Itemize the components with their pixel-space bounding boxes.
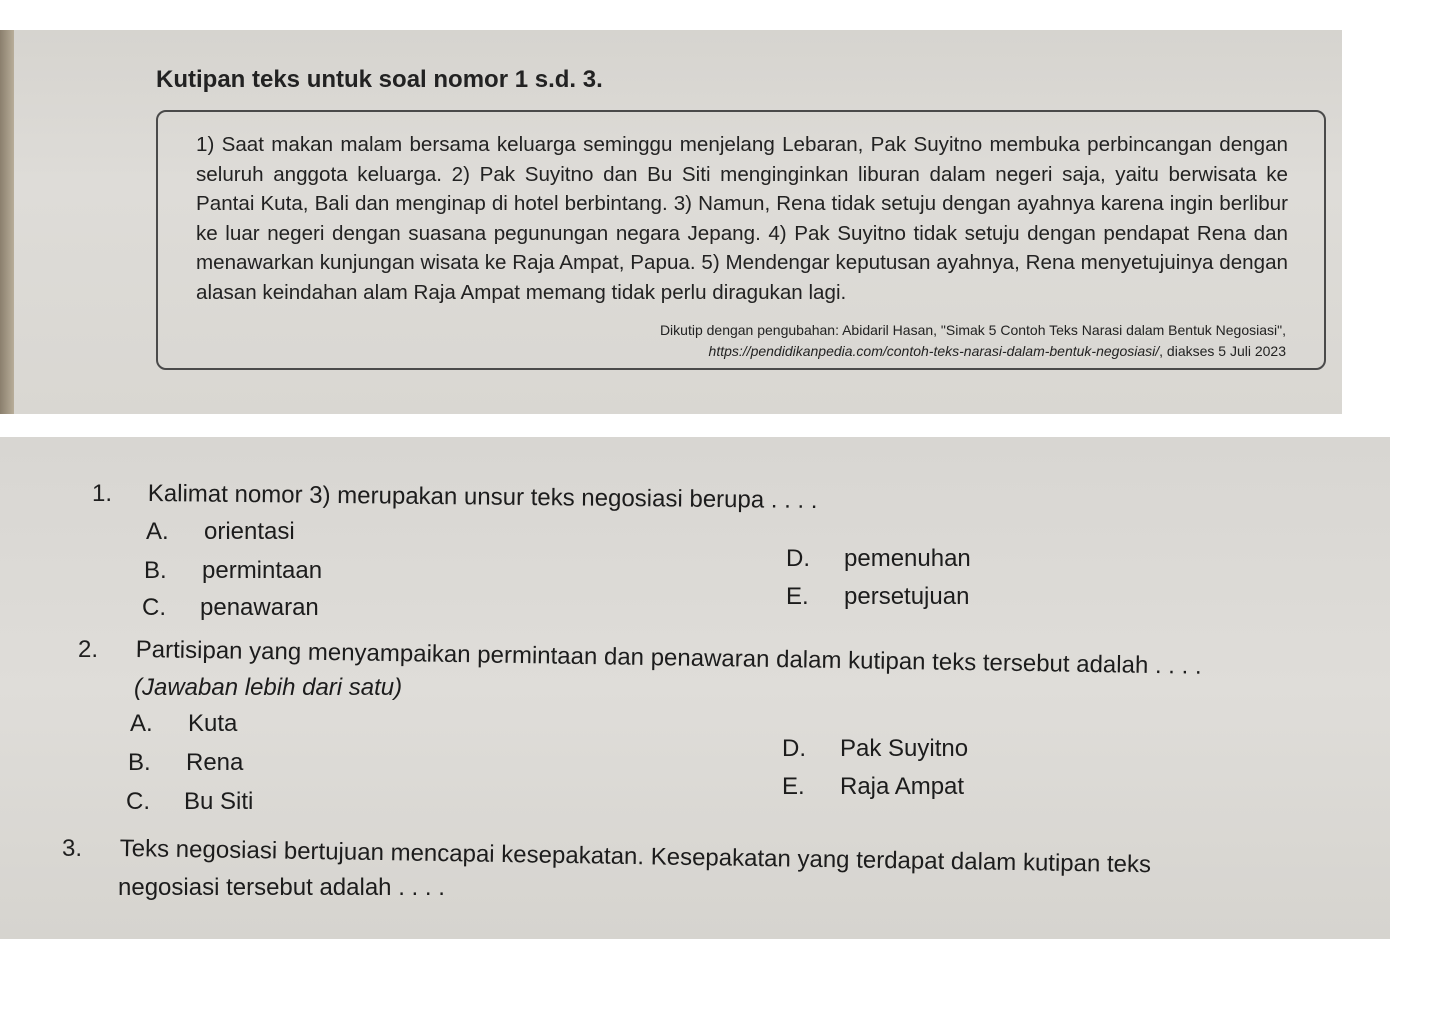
option-letter: E. xyxy=(786,583,809,610)
option-text: permintaan xyxy=(202,557,323,584)
option-letter: D. xyxy=(786,545,810,572)
passage-text: 1) Saat makan malam bersama keluarga seminggu menjelang Lebaran, Pak Suyitno membuka perbincangan dengan seluruh anggota keluarga. 2) Pak Suyitno dan Bu Siti menginginkan liburan dalam negeri saja, yaitu berwisata ke Pantai Kuta, Bali dan menginap di hotel berbintang. 3) Namun, Rena tidak setuju dengan ayahnya karena ingin berlibur ke luar negeri dengan suasana pegunungan negara Jepang. 4) Pak Suyitno tidak setuju dengan pendapat Rena dan menawarkan kunjungan wisata ke Raja Ampat, Papua. 5) Mendengar keputusan ayahnya, Rena menyetujuinya dengan alasan keindahan alam Raja Ampat memang tidak perlu diragukan lagi. xyxy=(196,133,1288,304)
question-2-option-d[interactable] xyxy=(782,735,968,763)
option-text: Raja Ampat xyxy=(840,773,965,800)
question-3-text-line1: Teks negosiasi bertujuan mencapai kesepakatan. Kesepakatan yang terdapat dalam kutipan teks xyxy=(119,835,1152,879)
question-1-number: 1. xyxy=(92,480,113,507)
option-text: Pak Suyitno xyxy=(840,735,969,762)
question-2-number: 2. xyxy=(78,636,99,663)
option-text: pemenuhan xyxy=(844,545,971,572)
citation-url[interactable]: https://pendidikanpedia.com/contoh-teks-narasi-dalam-bentuk-negosiasi/ xyxy=(708,343,1160,359)
question-1-option-e[interactable] xyxy=(786,583,969,611)
citation xyxy=(560,320,1286,362)
option-letter: E. xyxy=(782,773,805,800)
question-2-option-b[interactable] xyxy=(128,749,243,777)
question-1-option-c[interactable] xyxy=(142,594,319,622)
option-text: penawaran xyxy=(200,594,319,621)
citation-source: Dikutip dengan pengubahan: Abidaril Hasan, "Simak 5 Contoh Teks Narasi dalam Bentuk Negosiasi", xyxy=(659,322,1286,338)
passage-header: Kutipan teks untuk soal nomor 1 s.d. 3. xyxy=(156,66,603,93)
question-1-text: Kalimat nomor 3) merupakan unsur teks negosiasi berupa . . . . xyxy=(147,480,818,515)
question-3-number: 3. xyxy=(62,835,83,862)
option-text: persetujuan xyxy=(844,583,970,610)
question-2-note: (Jawaban lebih dari satu) xyxy=(134,674,403,701)
question-2-option-a[interactable] xyxy=(130,710,237,738)
citation-link-line xyxy=(560,341,1286,362)
option-letter: D. xyxy=(782,735,806,762)
option-text: Bu Siti xyxy=(184,788,254,815)
option-letter: B. xyxy=(128,749,151,776)
question-2-option-e[interactable] xyxy=(782,773,964,801)
option-text: Rena xyxy=(186,749,244,776)
question-3-text-line2: negosiasi tersebut adalah . . . . xyxy=(118,874,445,901)
option-letter: C. xyxy=(142,594,166,621)
option-letter: B. xyxy=(144,557,167,584)
option-letter: A. xyxy=(130,710,153,737)
option-text: orientasi xyxy=(204,518,295,545)
question-1-option-b[interactable] xyxy=(144,557,322,585)
option-letter: A. xyxy=(146,518,169,545)
question-1-option-a[interactable] xyxy=(146,518,295,546)
citation-accessed: , diakses 5 Juli 2023 xyxy=(1159,343,1286,359)
question-1-option-d[interactable] xyxy=(786,545,971,573)
option-text: Kuta xyxy=(188,710,238,737)
question-2-option-c[interactable] xyxy=(126,788,253,816)
option-letter: C. xyxy=(126,788,150,815)
question-2-text: Partisipan yang menyampaikan permintaan dan penawaran dalam kutipan teks tersebut adalah . . . . xyxy=(135,636,1202,680)
